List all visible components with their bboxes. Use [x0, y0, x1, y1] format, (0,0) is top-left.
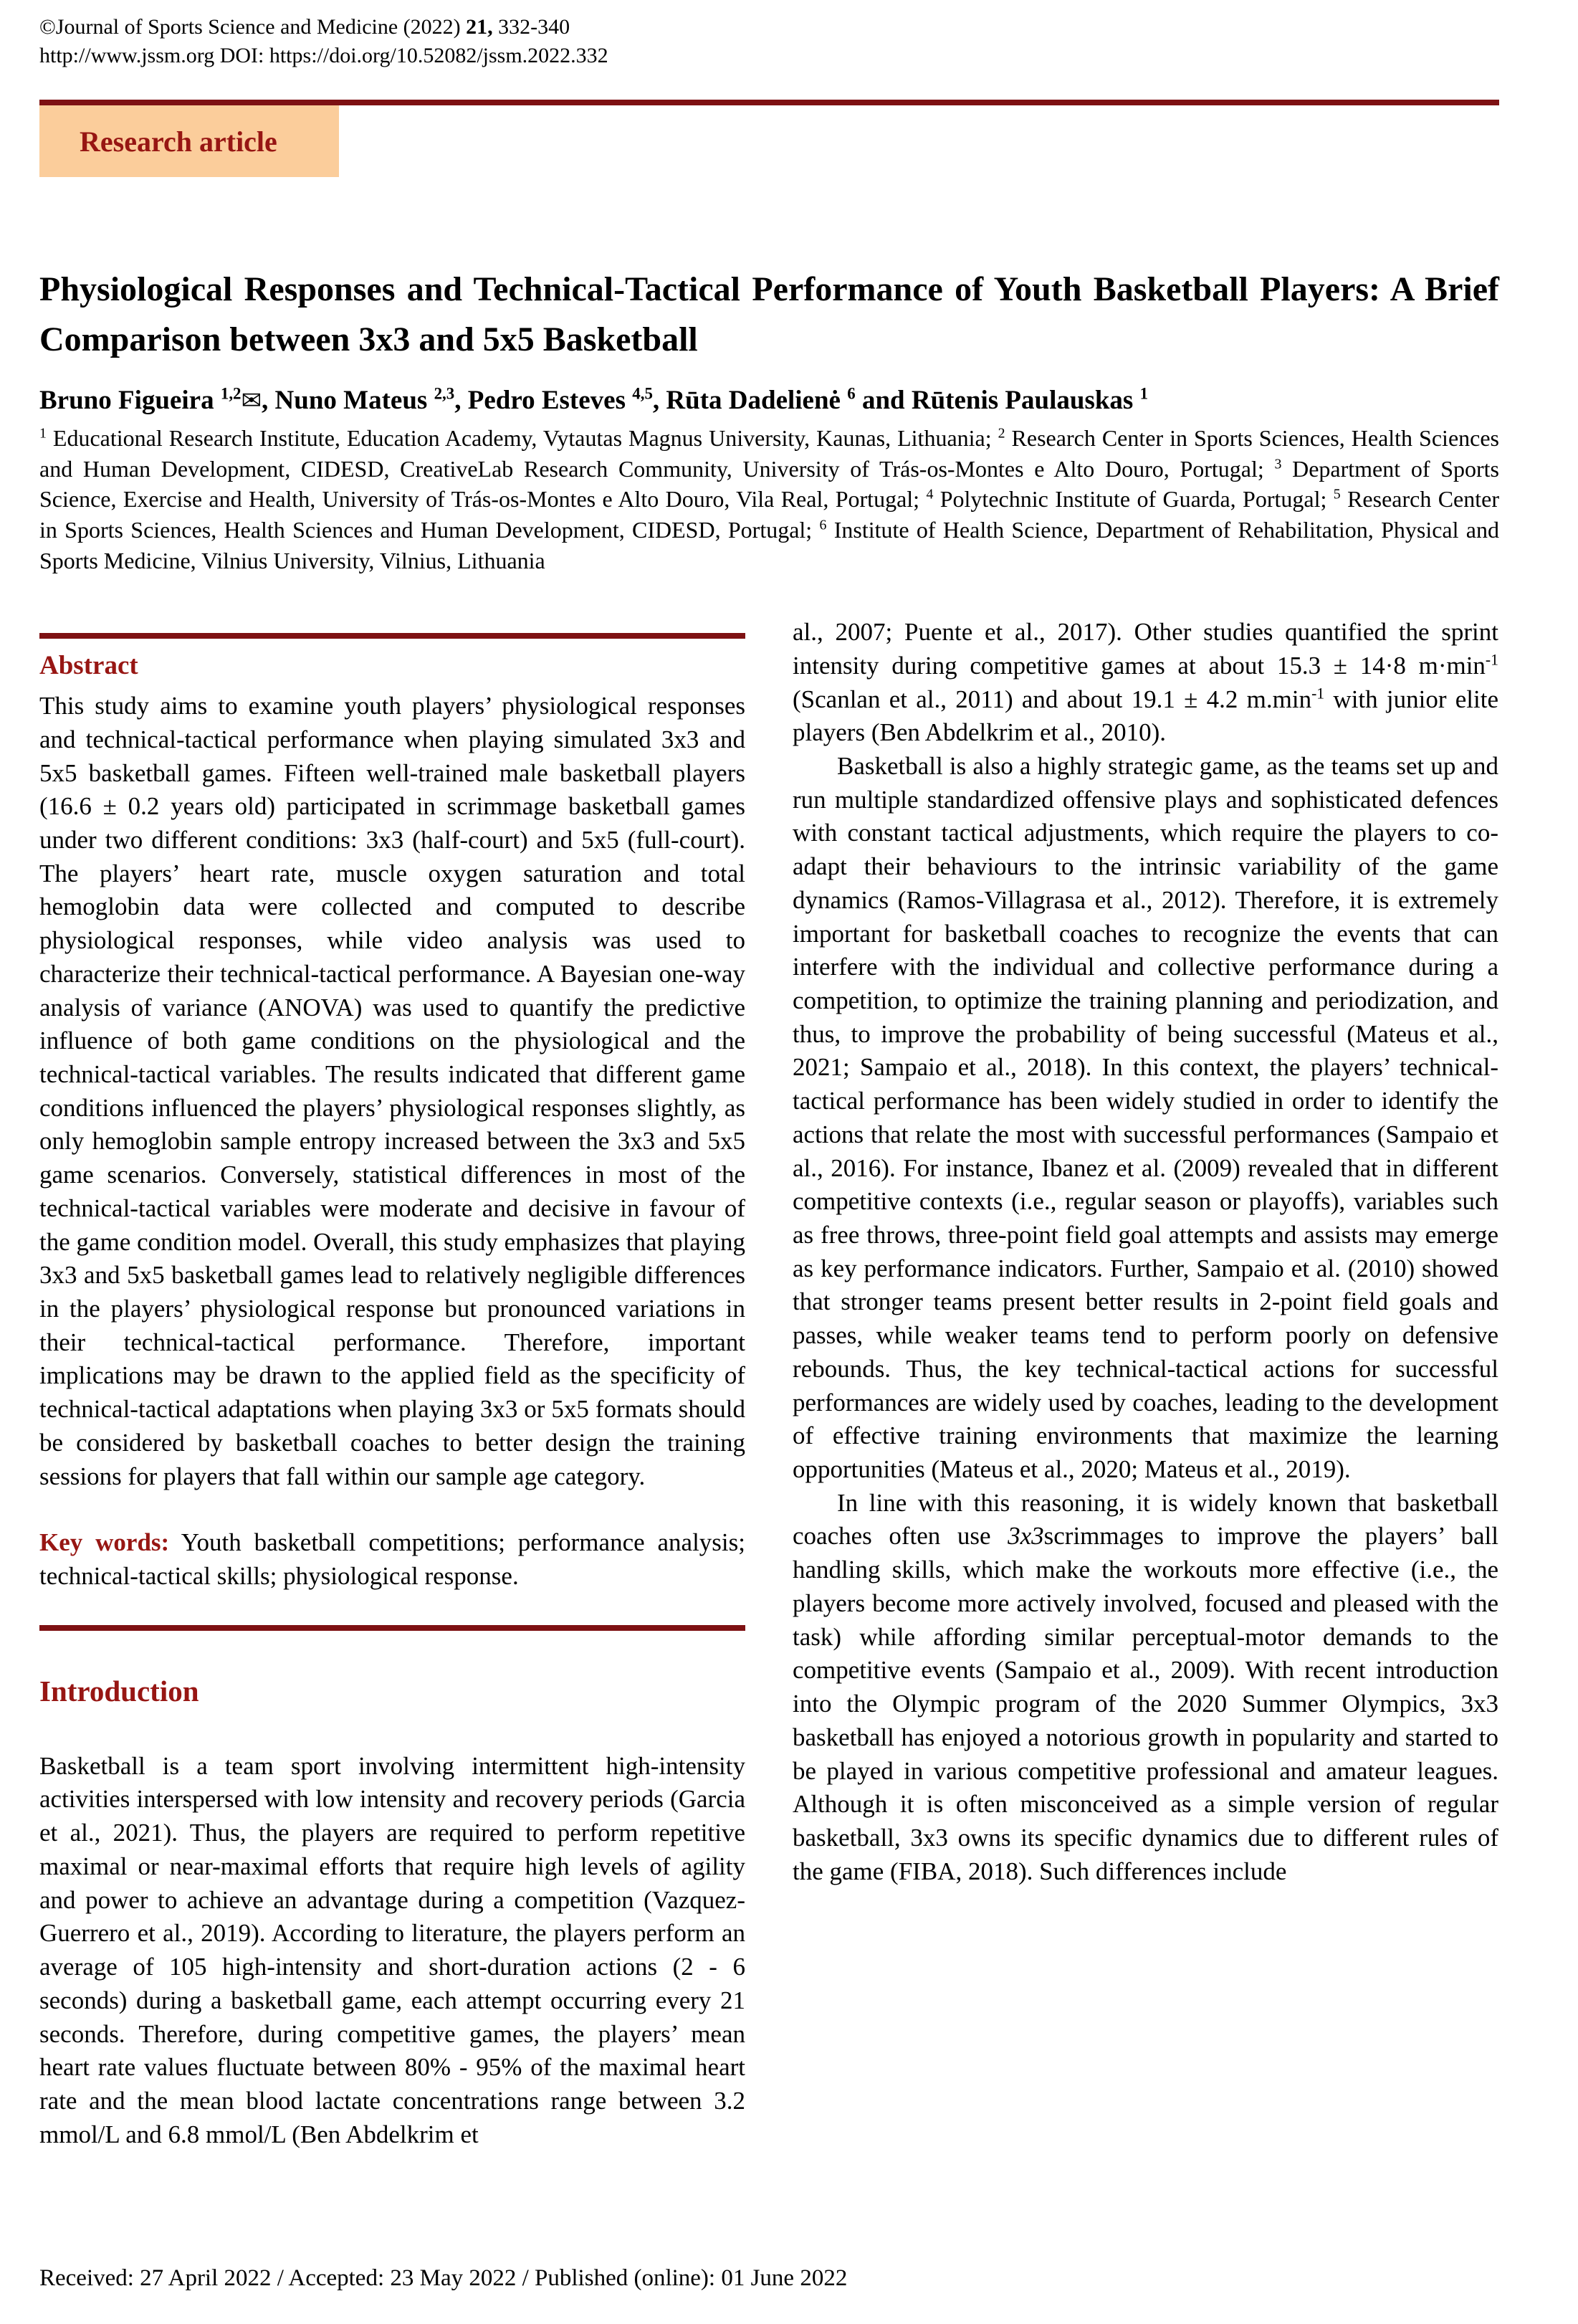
- abstract-heading: Abstract: [39, 651, 138, 681]
- header-divider-rule: [39, 100, 1499, 105]
- keywords-text: Youth basketball competitions; performance analysis; technical-tactical skills; physiological response.: [39, 1528, 745, 1591]
- keywords-label: Key words:: [39, 1528, 170, 1557]
- introduction-paragraph-left: Basketball is a team sport involving intermittent high-intensity activities interspersed with low intensity and recovery periods (Garcia et al., 2021). Thus, the players are required to perform repetitive maximal or near-maximal efforts that require high levels of agility and power to achieve an advantage during a competition (Vazquez-Guerrero et al., 2019). According to literature, the players perform an average of 105 high-intensity and short-duration actions (2 - 6 seconds) during a basketball game, each attempt occurring every 21 seconds. Therefore, during competitive games, the players’ mean heart rate values fluctuate between 80% - 95% of the maximal heart rate and the mean blood lactate concentrations range between 3.2 mmol/L and 6.8 mmol/L (Ben Abdelkrim et: [39, 1751, 745, 2148]
- abstract-text: This study aims to examine youth players’ physiological responses and technical-tactical performance when playing simulated 3x3 and 5x5 basketball games. Fifteen well-trained male basketball players (16.6 ± 0.2 years old) participated in scrimmage basketball games under two different conditions: 3x3 (half-court) and 5x5 (full-court). The players’ heart rate, muscle oxygen saturation and total hemoglobin data were collected and computed to describe physiological responses, while video analysis was used to characterize their technical-tactical performance. A Bayesian one-way analysis of variance (ANOVA) was used to quantify the predictive influence of both game conditions on the physiological and the technical-tactical variables. The results indicated that different game conditions influenced the players’ physiological responses slightly, as only hemoglobin sample entropy increased between the 3x3 and 5x5 game scenarios. Conversely, statistical differences in most of the technical-tactical variables were moderate and decisive in favour of the game condition model. Overall, this study emphasizes that playing 3x3 and 5x5 basketball games lead to relatively negligible differences in the players’ physiological response but pronounced variations in their technical-tactical performance. Therefore, important implications may be drawn to the applied field as the specificity of technical-tactical adaptations when playing 3x3 or 5x5 formats should be considered by basketball coaches to better design the training sessions for players that fall within our sample age category.: [39, 692, 745, 1490]
- abstract-top-rule: [39, 633, 745, 639]
- research-article-badge: [39, 105, 339, 177]
- research-article-badge-label: Research article: [80, 125, 277, 158]
- authors-names: Bruno Figueira $^{1,2}$✉, Nuno Mateus $^{2,3}$, Pedro Esteves $^{4,5}$, Rūta Dadelienė $^6$ and Rūtenis Paulauskas $^1$: [39, 385, 1149, 416]
- column-right: [793, 616, 1498, 2151]
- introduction-heading: Introduction: [39, 1674, 199, 1708]
- introduction-paragraph-strategic: Basketball is also a highly strategic game, as the teams set up and run multiple standardized offensive plays and sophisticated defences with constant tactical adjustments, which require the players to co-adapt their behaviours to the intrinsic variability of the game dynamics (Ramos-Villagrasa et al., 2012). Therefore, it is extremely important for basketball coaches to recognize the events that can interfere with the individual and collective performance during a competition, to optimize the training planning and periodization, and thus, to improve the probability of being successful (Mateus et al., 2021; Sampaio et al., 2018). In this context, the players’ technical-tactical performance has been widely studied in order to identify the actions that relate the most with successful performances (Sampaio et al., 2016). For instance, Ibanez et al. (2009) revealed that in different competitive contexts (i.e., regular season or playoffs), variables such as free throws, three-point field goal attempts and assists may emerge as key performance indicators. Further, Sampaio et al. (2010) showed that stronger teams present better results in 2-point field goals and passes, while weaker teams tend to perform poorly on defensive rebounds. Thus, the key technical-tactical actions for successful performances are widely used by coaches, leading to the development of effective training environments that maximize the learning opportunities (Mateus et al., 2020; Mateus et al., 2019).: [793, 751, 1498, 1484]
- abstract-bottom-rule: [39, 1625, 745, 1631]
- paper-title: Physiological Responses and Technical-Tactical Performance of Youth Basketball Players: A Brief Comparison between 3x3 and 5x5 Basketball: [39, 270, 1499, 359]
- introduction-paragraph-continuation: al., 2007; Puente et al., 2017). Other studies quantified the sprint intensity during competitive games at about 15.3 ± 14·8 $m\cdot\min^{-1}$ (Scanlan et al., 2011) and about 19.1 ± 4.2 $m.\min^{-1}$ with junior elite players (Ben Abdelkrim et al., 2010).: [793, 618, 1498, 747]
- introduction-paragraph-3x3: In line with this reasoning, it is widely known that basketball coaches often use 3x3scrimmages to improve the players’ ball handling skills, which make the workouts more effective (i.e., the players become more actively involved, focused and pleased with the task) while affording similar perceptual-motor demands to the competitive events (Sampaio et al., 2009). With recent introduction into the Olympic program of the 2020 Summer Olympics, 3x3 basketball has enjoyed a notorious growth in popularity and started to be played in various competitive professional and amateur leagues. Although it is often misconceived as a simple version of regular basketball, 3x3 owns its specific dynamics due to different rules of the game (FIBA, 2018). Such differences include: [793, 1488, 1498, 1885]
- two-column-body: [39, 616, 1499, 2151]
- journal-url-doi-line[interactable]: http://www.jssm.org DOI: https://doi.org/10.52082/jssm.2022.332: [39, 43, 608, 67]
- column-left: [39, 616, 745, 2151]
- journal-header: [39, 13, 1499, 70]
- keywords-paragraph: [39, 1526, 745, 1593]
- affiliations: $^1$ Educational Research Institute, Education Academy, Vytautas Magnus University, Kaunas, Lithuania; $^2$ Research Center in Sports Sciences, Health Sciences and Human Development, CIDESD, CreativeLab Research Community, University of Trás-os-Montes e Alto Douro, Portugal; $^3$ Department of Sports Science, Exercise and Health, University of Trás-os-Montes e Alto Douro, Vila Real, Portugal; $^4$ Polytechnic Institute of Guarda, Portugal; $^5$ Research Center in Sports Sciences, Health Sciences and Human Development, CIDESD, Portugal; $^6$ Institute of Health Science, Department of Rehabilitation, Physical and Sports Medicine, Vilnius University, Vilnius, Lithuania: [39, 425, 1500, 573]
- received-accepted-published-line: Received: 27 April 2022 / Accepted: 23 May 2022 / Published (online): 01 June 2022: [39, 2265, 848, 2291]
- authors-line: [39, 385, 1499, 416]
- journal-citation-line: ©Journal of Sports Science and Medicine (2022) 21, 332-340: [39, 15, 570, 39]
